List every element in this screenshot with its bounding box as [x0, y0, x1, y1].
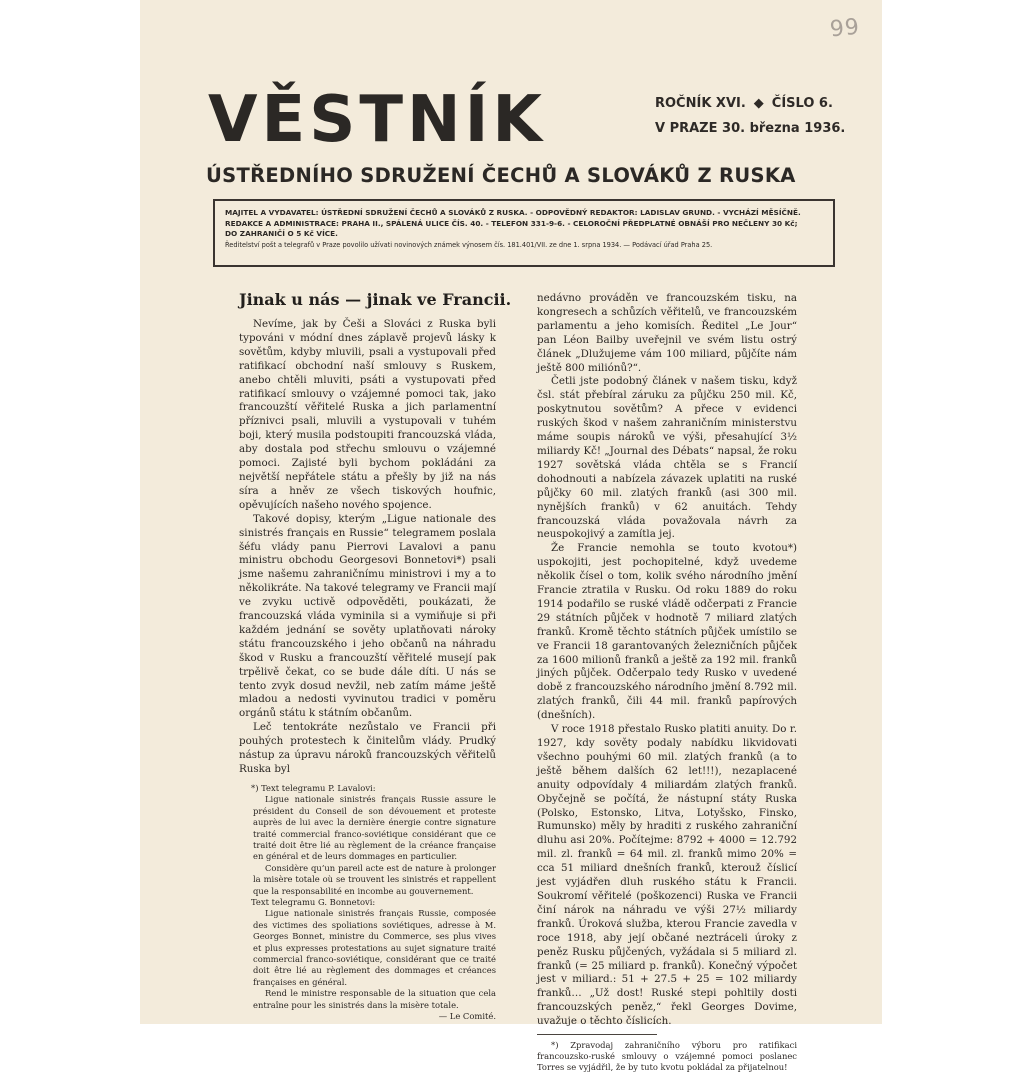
- article-paragraph: Leč tentokráte nezůstalo ve Francii při pouhých protestech k činitelům vlády. Prudký nástup za úpravu nároků francouzských věřitelů Ruska byl: [239, 721, 496, 775]
- article-paragraph: Nevíme, jak by Češi a Slováci z Ruska byli typováni v módní dnes záplavě projevů lásky k sovětům, kdyby mluvili, psali a vystupovali před ratifikací obchodní naší smlouvy s Ruskem, anebo chtěli mluviti, psáti a vystupovati před ratifikací smlouvy o vzájemné pomoci tak, jako francouzští věřitelé Ruska a jich parlamentní příznivci psali, mluvili a vystupovali v tuhém boji, který musila podstoupiti francouzská vláda, aby dostala pod střechu smlouvu o vzájemné pomoci. Zajisté byli bychom pokládáni za největší nepřátele státu a přešly by již na nás síra a hněv ze všech tiskových houfnic, opěvujících našeho nového spojence.: [239, 318, 496, 511]
- volume-label: ROČNÍK XVI.: [655, 96, 746, 111]
- diamond-separator-icon: ◆: [753, 96, 764, 111]
- date-line: V PRAZE 30. března 1936.: [655, 121, 846, 136]
- article-paragraph: Že Francie nemohla se touto kvotou*) uspokojiti, jest pochopitelné, když uvedeme několik čísel o tom, kolik svého národního jmění Francie ztratila v Rusku. Od roku 1889 do roku 1914 podařilo se ruské vládě odčerpati z Francie 29 státních půjček v hodnotě 7 miliard zlatých franků. Kromě těchto státních půjček umístilo se ve Francii 18 garantovaných železničních půjček za 1600 milionů franků a ještě za 192 mil. franků jiných půjček. Odčerpalo tedy Rusko v uvedené době z francouzského národního jmění 8.792 mil. zlatých franků, čili 44 mil. franků papírových (dnešních).: [537, 542, 797, 722]
- footnote-heading: Text telegramu G. Bonnetovi:: [251, 896, 376, 907]
- footnote-heading: *) Text telegramu P. Lavalovi:: [251, 782, 376, 793]
- footnote-divider: [537, 1034, 657, 1035]
- article-headline: Jinak u nás — jinak ve Francii.: [239, 290, 512, 309]
- footnote-paragraph: Ligue nationale sinistrés français Russie assure le président du Conseil de son dévouement et proteste auprès de lui avec la dernière énergie contre signature traité commercial franco-soviétique considérant que ce traité doit être lié au règlement de la créance française en général et de leurs dommages en particulier.: [253, 794, 496, 862]
- footnote-telegram-lavalovi: [239, 783, 496, 1023]
- article-paragraph: Takové dopisy, kterým „Ligue nationale des sinistrés français en Russie“ telegramem poslala šéfu vlády panu Pierrovi Lavalovi a panu ministru obchodu Georgesovi Bonnetovi*) psali jsme našemu zahraničnímu ministrovi i my a to několikráte. Na takové telegramy ve Francii mají ve zvyku uctivě odpověděti, poukázati, že francouzská vláda vyminila si a vymiňuje si při každém jednání se sověty uplatňovati nároky státu francouzského i jeho občanů na náhradu škod v Rusku a francouzští věřitelé musejí pak trpělivě čekat, co se bude dále díti. U nás se tento zvyk dosud nevžil, neb zatím máme ještě mladou a nedosti vyvinutou tradici v poměru orgánů státu k státním občanům.: [239, 512, 496, 720]
- imprint-line: MAJITEL A VYDAVATEL: ÚSTŘEDNÍ SDRUŽENÍ ČECHŮ A SLOVÁKŮ Z RUSKA. - ODPOVĚDNÝ REDAKTOR: LADISLAV GRUND. - VYCHÁZÍ MĚSÍČNĚ.: [225, 208, 801, 217]
- footnote-paragraph: Ligue nationale sinistrés français Russie, composée des victimes des spoliations soviétiques, adresse à M. Georges Bonnet, ministre du Commerce, ses plus vives et plus expresses protestations au sujet signature traité commercial franco-soviétique, considérant que ce traité doit être lié au règlement des dommages et créances françaises en général.: [253, 908, 496, 987]
- article-paragraph: Četli jste podobný článek v našem tisku, když čsl. stát přebíral záruku za půjčku 250 mil. Kč, poskytnutou sovětům? A přece v evidenci ruských škod v našem zahraničním ministerstvu máme soupis nároků ve výši, přesahující 3½ miliardy Kč! „Journal des Débats“ napsal, že roku 1927 sovětská vláda chtěla se s Francií dohodnouti a nabízela závazek uplatiti na ruské půjčky 60 mil. zlatých franků (asi 300 mil. nynějších franků) v 62 anuitách. Tehdy francouzská vláda považovala návrh za neuspokojivý a zamítla jej.: [537, 375, 797, 541]
- footnote-paragraph: Rend le ministre responsable de la situation que cela entraîne pour les sinistrés dans la misère totale.: [253, 988, 496, 1010]
- masthead-subtitle: ÚSTŘEDNÍHO SDRUŽENÍ ČECHŮ A SLOVÁKŮ Z RUSKA: [206, 164, 796, 187]
- imprint-postal-note: Ředitelství pošt a telegrafů v Praze povolilo užívati novinových známek výnosem čís. 181.401/VII. ze dne 1. srpna 1934. — Podávací úřad Praha 25.: [225, 240, 713, 249]
- imprint-box: [213, 199, 835, 267]
- footnote-paragraph: Considère qu’un pareil acte est de nature à prolonger la misère totale où se trouvent les sinistrés et rappellent que la responsabilité en incombe au gouvernement.: [253, 862, 496, 896]
- imprint-line: DO ZAHRANIČÍ O 5 Kč VÍCE.: [225, 229, 338, 238]
- article-column-left: [239, 318, 496, 1022]
- masthead-title: VĚSTNÍK: [208, 83, 546, 157]
- issue-number: ČÍSLO 6.: [771, 96, 833, 111]
- issue-info: [655, 96, 833, 111]
- imprint-line: REDAKCE A ADMINISTRACE: PRAHA II., SPÁLENÁ ULICE ČÍS. 40. - TELEFON 331-9-6. - CELOROČNÍ PŘEDPLATNÉ OBNÁŠÍ PRO NEČLENY 30 Kč;: [225, 218, 798, 228]
- article-paragraph: nedávno prováděn ve francouzském tisku, na kongresech a schůzích věřitelů, ve francouzském parlamentu a jeho komisích. Ředitel „Le Jour“ pan Léon Bailby uveřejnil ve svém listu ostrý článek „Dlužujeme vám 100 miliard, půjčíte nám ještě 800 miliónů?“.: [537, 292, 797, 374]
- article-paragraph: V roce 1918 přestalo Rusko platiti anuity. Do r. 1927, kdy sověty podaly nabídku likvidovati všechno pouhými 60 mil. zlatých franků (a to ještě během dalších 62 let!!!), nezaplacené anuity odpovídaly 4 miliardám zlatých franků. Obyčejně se počítá, že nástupní státy Ruska (Polsko, Estonsko, Litva, Lotyšsko, Finsko, Rumunsko) měly by hraditi z ruského zahraniční dluhu asi 20%. Počítejme: 8792 + 4000 = 12.792 mil. zl. franků = 64 mil. zl. franků mimo 20% = cca 51 miliard dnešních franků, kterouž číslicí jest vyjádřen dluh ruského státu k Francii. Soukromí věřitelé (poškozenci) Ruska ve Francii činí nárok na náhradu ve výši 27½ miliardy franků. Úroková služba, kterou Francie zavedla v roce 1918, aby její občané neztráceli úroky z peněz Rusku půjčených, vyžádala si 5 miliard zl. franků (= 25 miliard p. franků). Konečný výpočet jest v miliard.: 51 + 27.5 + 25 = 102 miliardy franků… „Už dost! Ruské stepi pohltily dosti francouzských peněz,“ řekl Georges Dovime, uvažuje o těchto číslicích.: [537, 723, 797, 1028]
- footnote-right: *) Zpravodaj zahraničního výboru pro ratifikaci francouzsko-ruské smlouvy o vzájemné pomoci poslanec Torres se vyjádřil, že by tuto kvotu pokládal za přijatelnou!: [537, 1040, 797, 1073]
- article-column-right: [537, 292, 797, 1073]
- newspaper-page: [140, 0, 882, 1073]
- footnote-signature: — Le Comité.: [438, 1011, 496, 1022]
- pencil-mark: 99: [828, 14, 862, 43]
